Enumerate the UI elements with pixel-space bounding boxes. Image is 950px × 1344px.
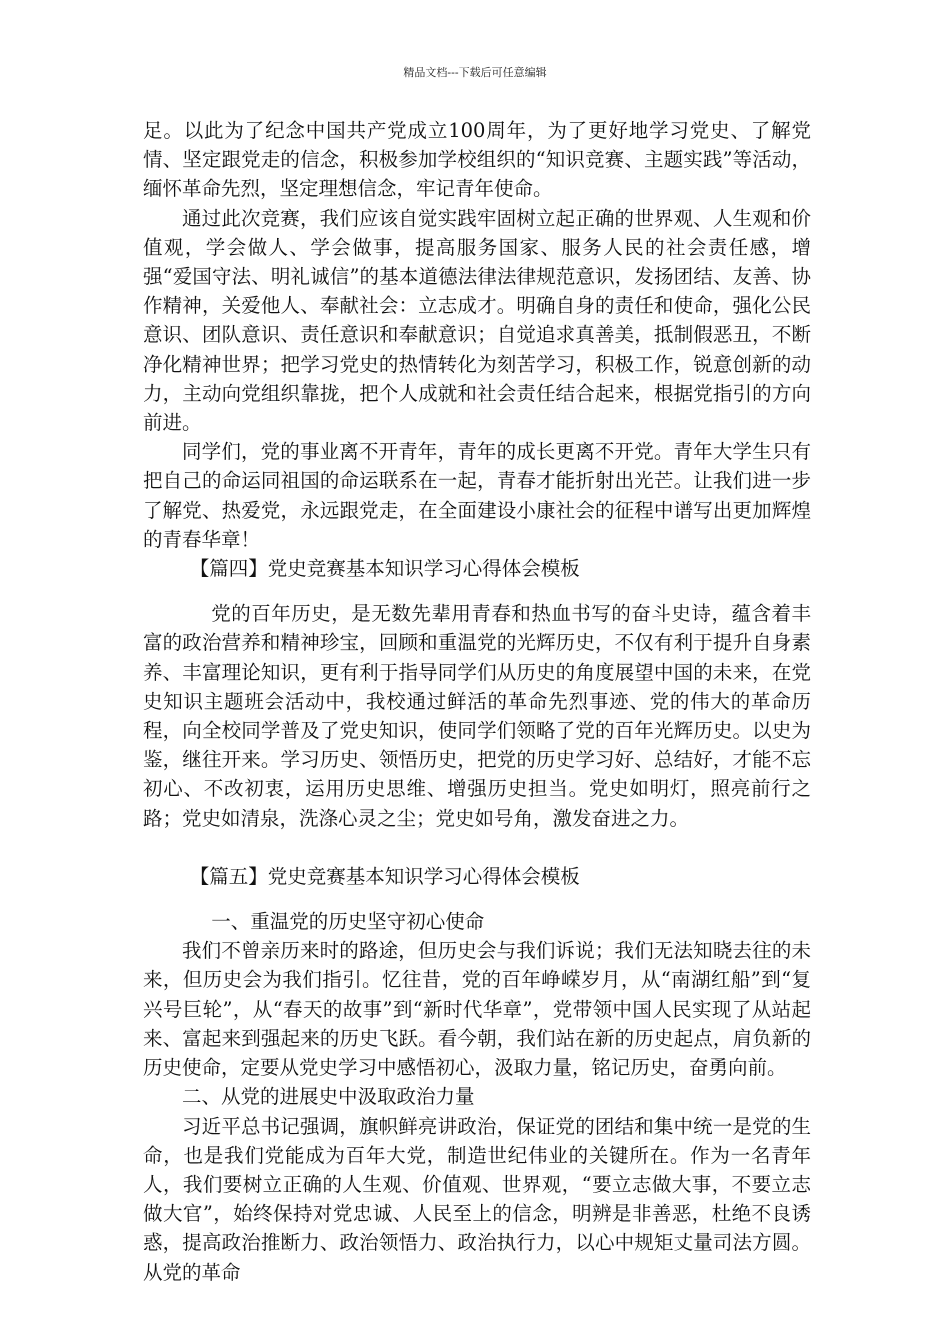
paragraph-1: 足。以此为了纪念中国共产党成立100周年，为了更好地学习党史、了解党情、坚定跟党走的信念，积极参加学校组织的“知识竞赛、主题实践”等活动，缅怀革命先烈，坚定理想信念，牢记青年使命。 bbox=[143, 119, 811, 201]
paragraph-5: 我们不曾亲历来时的路途，但历史会与我们诉说；我们无法知晓去往的未来，但历史会为我们指引。忆往昔，党的百年峥嵘岁月，从“南湖红船”到“复兴号巨轮”，从“春天的故事”到“新时代华章”，党带领中国人民实现了从站起来、富起来到强起来的历史飞跃。看今朝，我们站在新的历史起点，肩负新的历史使命，定要从党史学习中感悟初心，汲取力量，铭记历史，奋勇向前。 bbox=[143, 939, 811, 1080]
spacer bbox=[143, 833, 811, 862]
subheading-2: 二、从党的进展史中汲取政治力量 bbox=[182, 1085, 475, 1109]
paragraph-2: 通过此次竞赛，我们应该自觉实践牢固树立起正确的世界观、人生观和价值观，学会做人、学会做事，提高服务国家、服务人民的社会责任感，增强“爱国守法、明礼诚信”的基本道德法律法律规范意识，发扬团结、友善、协作精神，关爱他人、奉献社会：立志成才。明确自身的责任和使命，强化公民意识、团队意识、责任意识和奉献意识；自觉追求真善美，抵制假恶丑，不断净化精神世界；把学习党史的热情转化为刻苦学习，积极工作，锐意创新的动力，主动向党组织靠拢，把个人成就和社会责任结合起来，根据党指引的方向前进。 bbox=[143, 206, 811, 435]
spacer bbox=[143, 583, 811, 599]
spacer bbox=[143, 891, 811, 907]
subheading-1: 一、重温党的历史坚守初心使命 bbox=[211, 910, 485, 934]
document-body bbox=[143, 116, 811, 1287]
page-header: 精品文档---下载后可任意编辑 bbox=[403, 66, 547, 79]
paragraph-3: 同学们，党的事业离不开青年，青年的成长更离不开党。青年大学生只有把自己的命运同祖国的命运联系在一起，青春才能折射出光芒。让我们进一步了解党、热爱党，永远跟党走，在全面建设小康社会的征程中谱写出更加辉煌的青春华章！ bbox=[143, 440, 811, 551]
section-heading-4: 【篇四】党史竞赛基本知识学习心得体会模板 bbox=[189, 557, 580, 581]
section-heading-5: 【篇五】党史竞赛基本知识学习心得体会模板 bbox=[189, 864, 580, 888]
paragraph-4: 党的百年历史，是无数先辈用青春和热血书写的奋斗史诗，蕴含着丰富的政治营养和精神珍宝，回顾和重温党的光辉历史，不仅有利于提升自身素养、丰富理论知识，更有利于指导同学们从历史的角度展望中国的未来，在党史知识主题班会活动中，我校通过鲜活的革命先烈事迹、党的伟大的革命历程，向全校同学普及了党史知识，使同学们领略了党的百年光辉历史。以史为鉴，继往开来。学习历史、领悟历史，把党的历史学习好、总结好，才能不忘初心、不改初衷，运用历史思维、增强历史担当。党史如明灯，照亮前行之路；党史如清泉，洗涤心灵之尘；党史如号角，激发奋进之力。 bbox=[143, 602, 811, 830]
paragraph-6: 习近平总书记强调，旗帜鲜亮讲政治，保证党的团结和集中统一是党的生命，也是我们党能成为百年大党，制造世纪伟业的关键所在。作为一名青年人，我们要树立正确的人生观、价值观、世界观，“要立志做大事，不要立志做大官”，始终保持对党忠诚、人民至上的信念，明辨是非善恶，杜绝不良诱惑，提高政治推断力、政治领悟力、政治执行力，以心中规矩丈量司法方圆。从党的革命 bbox=[143, 1114, 811, 1284]
